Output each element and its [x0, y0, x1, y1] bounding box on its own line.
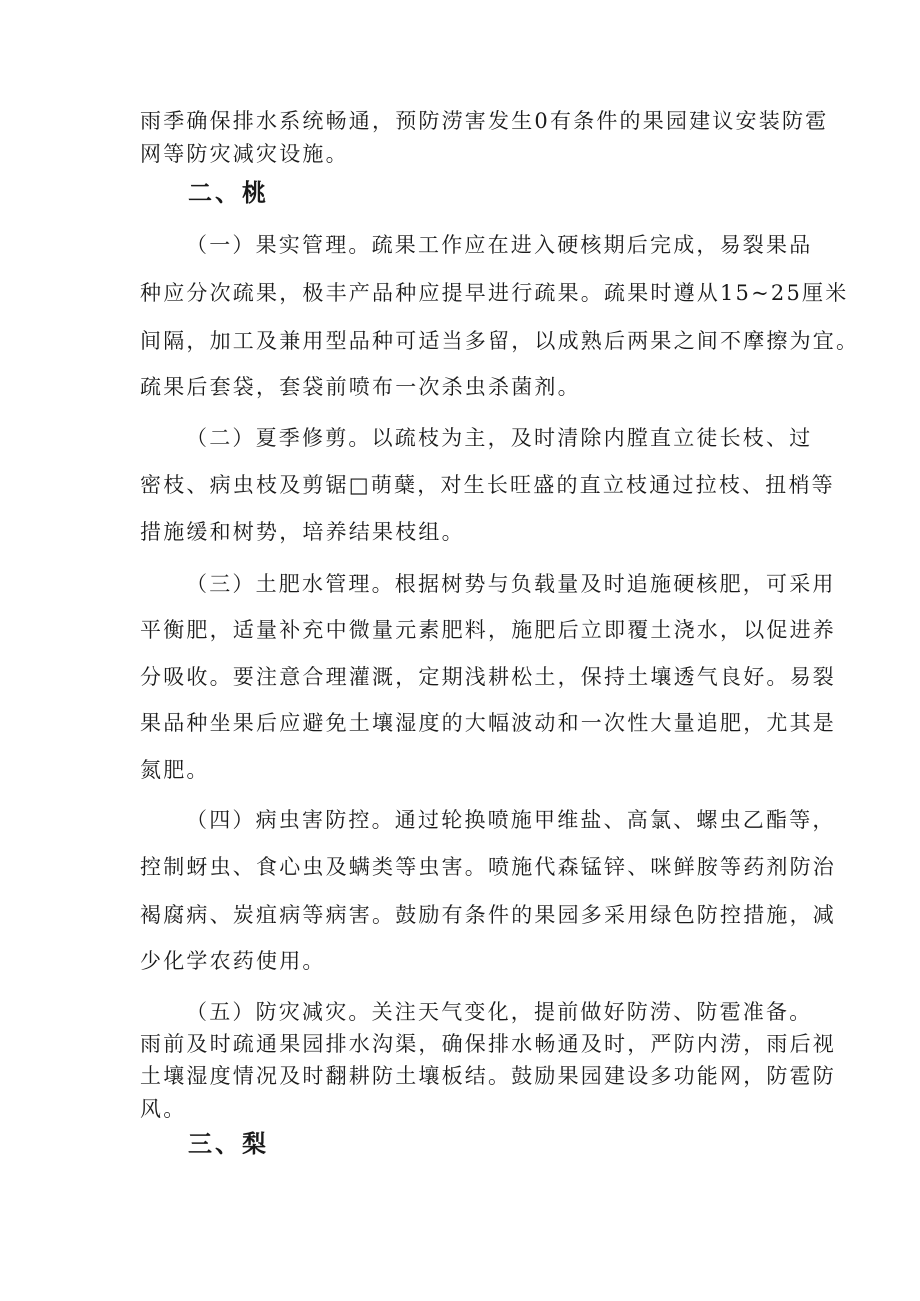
- paragraph-3-line-2: 平衡肥，适量补充中微量元素肥料，施肥后立即覆土浇水，以促进养: [140, 618, 836, 642]
- paragraph-2-line-2: 密枝、病虫枝及剪锯□萌蘖，对生长旺盛的直立枝通过拉枝、扭梢等: [140, 473, 835, 497]
- paragraph-2-line-1: （二）夏季修剪。以疏枝为主，及时清除内膛直立徒长枝、过: [186, 426, 813, 450]
- paragraph-4-line-1: （四）病虫害防控。通过轮换喷施甲维盐、高氯、螺虫乙酯等，: [186, 808, 836, 832]
- paragraph-4-line-2: 控制蚜虫、食心虫及螨类等虫害。喷施代森锰锌、咪鲜胺等药剂防治: [140, 855, 836, 879]
- section-heading-peach: 二、桃: [188, 179, 269, 207]
- paragraph-2-line-3: 措施缓和树势，培养结果枝组。: [140, 520, 465, 544]
- paragraph-1-line-2: 种应分次疏果，极丰产品种应提早进行疏果。疏果时遵从15~25厘米: [140, 281, 849, 305]
- paragraph-1-line-3: 间隔，加工及兼用型品种可适当多留，以成熟后两果之间不摩擦为宜。: [140, 329, 860, 353]
- section-heading-pear: 三、梨: [188, 1130, 269, 1158]
- paragraph-5-line-3: 土壤湿度情况及时翻耕防土壤板结。鼓励果园建设多功能网，防雹防: [140, 1064, 836, 1088]
- paragraph-5-line-4: 风。: [140, 1097, 187, 1121]
- intro-line-2: 网等防灾减灾设施。: [140, 142, 349, 166]
- paragraph-5-line-2: 雨前及时疏通果园排水沟渠，确保排水畅通及时，严防内涝，雨后视: [140, 1032, 836, 1056]
- paragraph-1-line-4: 疏果后套袋，套袋前喷布一次杀虫杀菌剂。: [140, 375, 581, 399]
- paragraph-3-line-3: 分吸收。要注意合理灌溉，定期浅耕松土，保持土壤透气良好。易裂: [140, 665, 836, 689]
- paragraph-4-line-3: 褐腐病、炭疽病等病害。鼓励有条件的果园多采用绿色防控措施，减: [140, 903, 836, 927]
- paragraph-1-line-1: （一）果实管理。疏果工作应在进入硬核期后完成，易裂果品: [186, 233, 813, 257]
- paragraph-3-line-5: 氮肥。: [140, 758, 210, 782]
- intro-line-1: 雨季确保排水系统畅通，预防涝害发生0有条件的果园建议安装防雹: [140, 109, 829, 133]
- paragraph-4-line-4: 少化学农药使用。: [140, 949, 326, 973]
- paragraph-3-line-4: 果品种坐果后应避免土壤湿度的大幅波动和一次性大量追肥，尤其是: [140, 711, 836, 735]
- paragraph-3-line-1: （三）土肥水管理。根据树势与负载量及时追施硬核肥，可采用: [186, 572, 836, 596]
- paragraph-5-line-1: （五）防灾减灾。关注天气变化，提前做好防涝、防雹准备。: [186, 1000, 813, 1024]
